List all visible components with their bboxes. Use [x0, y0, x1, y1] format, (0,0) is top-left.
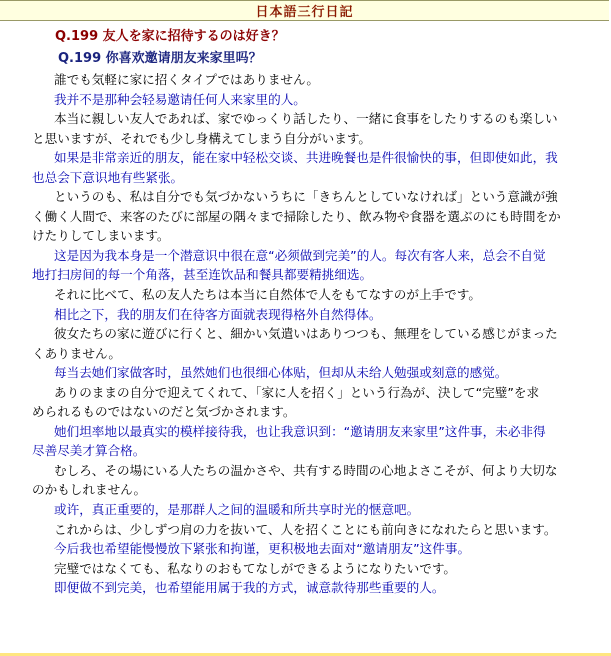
chinese-line: 今后我也希望能慢慢放下紧张和拘谨，更积极地去面对“邀请朋友”这件事。 — [54, 541, 471, 557]
japanese-line: くありません。 — [32, 345, 121, 361]
japanese-line: 彼女たちの家に遊びに行くと、細かい気遣いはありつつも、無理をしている感じがまった — [54, 326, 558, 342]
japanese-line: 本当に親しい友人であれば、家でゆっくり話したり、一緒に食事をしたりするのも楽しい — [54, 111, 558, 127]
japanese-line: 誰でも気軽に家に招くタイプではありません。 — [54, 72, 319, 87]
chinese-line: 地打扫房间的每一个角落，甚至连饮品和餐具都要精挑细选。 — [32, 267, 373, 283]
chinese-line: 相比之下，我的朋友们在待客方面就表现得格外自然得体。 — [54, 306, 382, 322]
chinese-line: 我并不是那种会轻易邀请任何人来家里的人。 — [54, 91, 306, 107]
chinese-line: 她们坦率地以最真实的模样接待我，也让我意识到：“邀请朋友来家里”这件事，未必非得 — [54, 423, 546, 439]
chinese-line: 尽善尽美才算合格。 — [32, 443, 146, 459]
japanese-line: というのも、私は自分でも気づかないうちに「きちんとしていなければ」という意識が強 — [54, 189, 558, 205]
chinese-line: 或许，真正重要的，是那群人之间的温暖和所共享时光的惬意吧。 — [54, 502, 420, 518]
japanese-line: められるものではないのだと気づかされます。 — [32, 404, 296, 420]
chinese-line: 即便做不到完美，也希望能用属于我的方式，诚意款待那些重要的人。 — [54, 580, 445, 596]
japanese-line: ありのままの自分で迎えてくれて、「家に人を招く」という行為が、決して“完璧”を求 — [54, 384, 540, 400]
chinese-line: 如果是非常亲近的朋友，能在家中轻松交谈、共进晚餐也是件很愉快的事，但即使如此，我 — [54, 150, 558, 166]
chinese-line: 每当去她们家做客时，虽然她们也很细心体贴，但却从未给人勉强或刻意的感觉。 — [54, 365, 508, 381]
japanese-line: 完璧ではなくても、私なりのおもてなしができるようになりたいです。 — [54, 560, 456, 576]
chinese-line: 这是因为我本身是一个潜意识中很在意“必须做到完美”的人。每次有客人来，总会不自觉 — [54, 247, 546, 263]
japanese-line: むしろ、その場にいる人たちの温かさや、共有する時間の心地よさこそが、何より大切な — [54, 462, 558, 478]
title-bar — [0, 0, 609, 21]
question-heading-chinese: Q.199 你喜欢邀请朋友来家里吗？ — [58, 51, 262, 66]
page-title: 日本語三行日記 — [255, 5, 354, 20]
japanese-line: けたりしてしまいます。 — [32, 228, 170, 244]
japanese-line: のかもしれません。 — [32, 482, 147, 498]
diary-body — [32, 70, 584, 598]
japanese-line: これからは、少しずつ肩の力を抜いて、人を招くことにも前向きになれたらと思います。 — [54, 521, 557, 537]
japanese-line: それに比べて、私の友人たちは本当に自然体で人をもてなすのが上手です。 — [54, 287, 481, 303]
question-heading-japanese: Q.199 友人を家に招待するのは好き？ — [55, 29, 285, 44]
japanese-line: と思いますが、それでも少し身構えてしまう自分がいます。 — [32, 130, 372, 146]
chinese-line: 也总会下意识地有些紧张。 — [32, 169, 184, 185]
japanese-line: く働く人間で、来客のたびに部屋の隅々まで掃除したり、飲み物や食器を選ぶのにも時間をか — [32, 208, 561, 224]
